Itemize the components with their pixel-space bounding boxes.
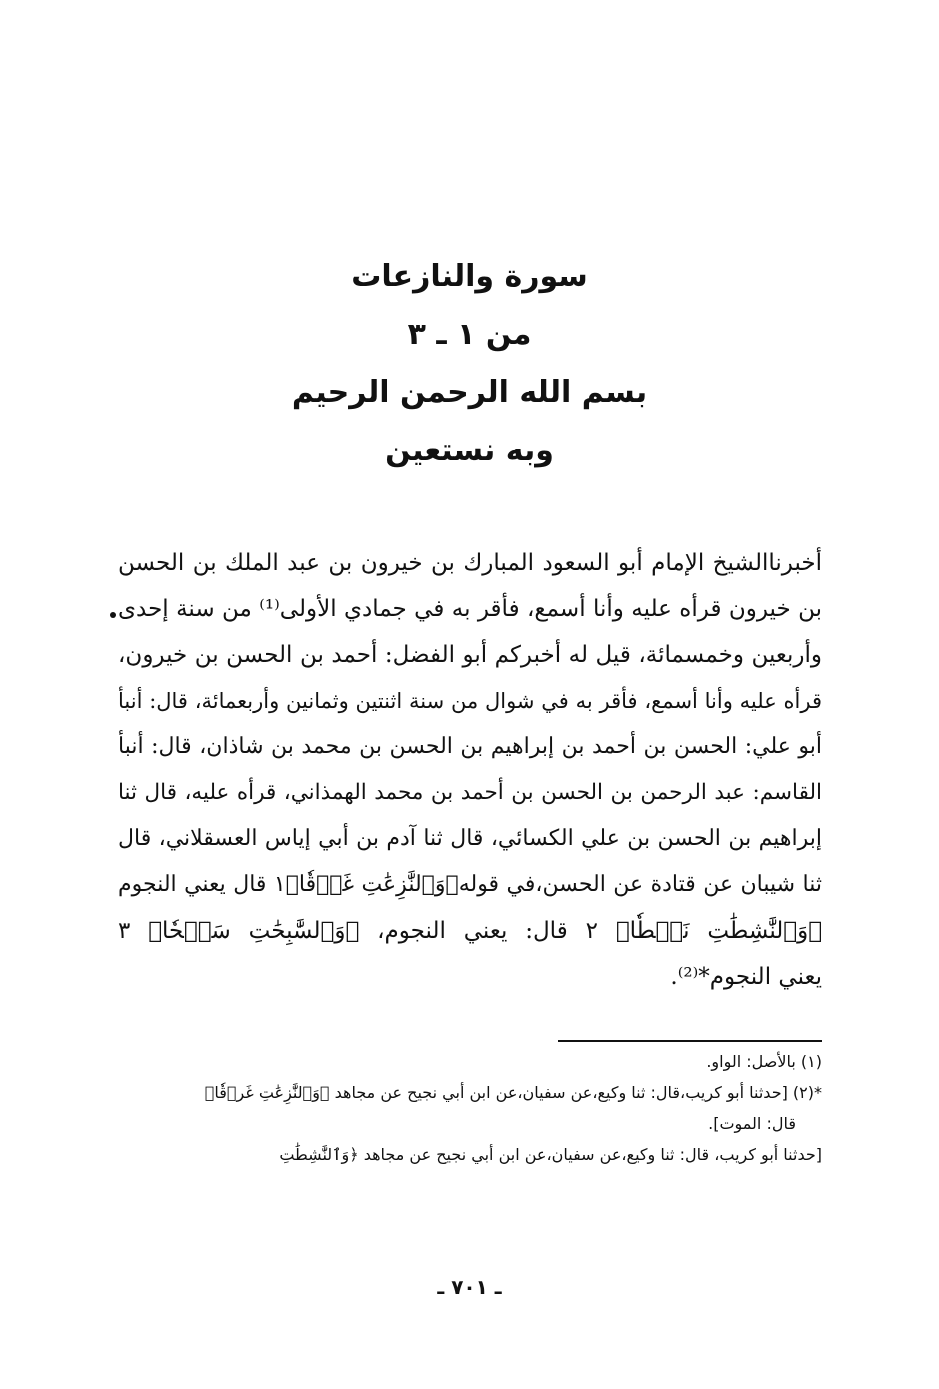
- margin-dot: [110, 612, 116, 618]
- surah-title: سورة والنازعات: [351, 259, 588, 294]
- invocation: وبه نستعين: [385, 433, 554, 468]
- footnote-separator: [558, 1040, 822, 1042]
- basmala: بسم الله الرحمن الرحيم: [291, 375, 648, 410]
- footnote-2-second-report: [حدثنا أبو كريب، قال: ثنا وكيع،عن سفيان،عن ابن أبي نجيح عن مجاهد ﴿وَٱلنَّٰشِطَٰتِ: [279, 1145, 822, 1164]
- text-line: إبراهيم بن الحسن بن علي الكسائي، قال ثنا آدم بن أبي إياس العسقلاني، قال: [118, 826, 822, 851]
- text-line: القاسم: عبد الرحمن بن الحسن بن أحمد بن محمد الهمذاني، قرأه عليه، قال ثنا: [118, 780, 822, 805]
- text-line: أخبرناالشيخ الإمام أبو السعود المبارك بن خيرون بن عبد الملك بن الحسن: [118, 550, 822, 576]
- text-line: أبو علي: الحسن بن أحمد بن إبراهيم بن الحسن بن محمد بن شاذان، قال: أنبأ: [118, 734, 822, 759]
- footnotes: [118, 1046, 822, 1170]
- text-line: يعني النجوم*⁽²⁾.: [670, 964, 822, 990]
- text-line: ﴿وَٱلنَّٰشِطَٰتِ نَشۡطٗا﴾ ٢ قال: يعني النجوم، ﴿وَٱلسَّٰبِحَٰتِ سَبۡحٗا﴾ ٣: [118, 918, 823, 944]
- text-line: بن خيرون قرأه عليه وأنا أسمع، فأقر به في جمادي الأولى⁽¹⁾ من سنة إحدى: [118, 596, 822, 622]
- text-line: وأربعين وخمسمائة، قيل له أخبركم أبو الفضل: أحمد بن الحسن بن خيرون،: [118, 642, 822, 668]
- verse-range: من ١ ـ ٣: [407, 317, 532, 352]
- heading-block: [0, 248, 939, 480]
- footnote-1: (١) بالأصل: الواو.: [706, 1052, 822, 1071]
- text-line: ثنا شيبان عن قتادة عن الحسن،في قوله﴿وَٱلنَّٰزِعَٰتِ غَرۡقٗا﴾١ قال يعني النجوم: [118, 872, 822, 897]
- footnote-2: *(٢) [حدثنا أبو كريب،قال: ثنا وكيع،عن سفيان،عن ابن أبي نجيح عن مجاهد ﴿وَٱلنَّٰزِعَٰتِ غَرۡقٗا﴾: [204, 1083, 822, 1102]
- text-line: قرأه عليه وأنا أسمع، فأقر به في شوال من سنة اثنتين وثمانين وأربعمائة، قال: أنبأ: [118, 689, 822, 713]
- footnote-2-continuation: قال: الموت].: [708, 1114, 796, 1133]
- main-text: [118, 540, 822, 1000]
- page-number: ـ ٧٠١ ـ: [437, 1275, 502, 1299]
